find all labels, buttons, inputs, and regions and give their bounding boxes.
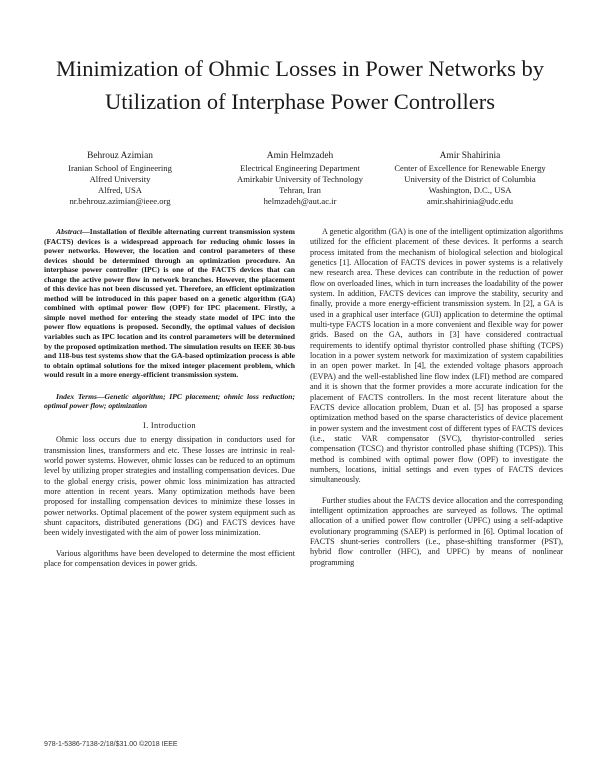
title-line-2: Utilization of Interphase Power Controllers bbox=[105, 89, 495, 114]
author-name: Amir Shahirinia bbox=[439, 151, 501, 161]
body-paragraph-2: Further studies about the FACTS device allocation and the corresponding intelligent optimization approaches are surveyed as follows. The optimal allocation of a unified power flow controller (UPFC) using a self-adaptive evolutionary programming (SAEP) is performed in [6]. Optimal location of FACTS shunt-series controllers (i.e., phase-shifting transformer (PST), hybrid flow controller (HFC), and UPFC) by means of nonlinear programming bbox=[310, 495, 563, 567]
author-affiliation: University of the District of Columbia bbox=[404, 173, 536, 184]
author-affiliation: Iranian School of Engineering bbox=[68, 162, 172, 173]
abstract-text: —Installation of flexible alternating current transmission system (FACTS) devices is a widespread approach for reducing ohmic losses in power networks. However, the location and control parameters of these devices should be determined through an optimization procedure. An interphase power controller (IPC) is one of the FACTS devices that can change the active power flow in network branches. However, the placement of this device has not been discussed yet. Therefore, an efficient optimization method will be introduced in this paper based on a genetic algorithm (GA) combined with optimal power flow (OPF) for IPC placement. Firstly, a simple novel method for entering the steady state model of IPC into the power flow equations is proposed. Secondly, the optimal values of decision variables such as IPC location and its control parameters will be determined by the proposed optimization method. The simulation results on IEEE 30-bus and 118-bus test systems show that the GA-based optimization process is able to obtain optimal solutions for the mixed integer placement problem, which would result in a more energy-efficient transmission system. bbox=[44, 227, 295, 380]
author-1 bbox=[25, 150, 215, 208]
author-name: Behrouz Azimian bbox=[87, 151, 153, 161]
author-affiliation: Electrical Engineering Department bbox=[240, 162, 360, 173]
author-affiliation: Amirkabir University of Technology bbox=[237, 173, 363, 184]
section-heading: I. Introduction bbox=[143, 420, 196, 430]
intro-paragraph-2: Various algorithms have been developed to determine the most efficient place for compensation devices in power grids. bbox=[44, 548, 295, 568]
author-name: Amin Helmzadeh bbox=[266, 151, 334, 161]
author-location: Tehran, Iran bbox=[279, 185, 321, 196]
left-column bbox=[44, 227, 295, 569]
abstract bbox=[44, 227, 295, 380]
author-location: Washington, D.C., USA bbox=[428, 185, 512, 196]
right-column bbox=[310, 227, 563, 568]
title-line-1: Minimization of Ohmic Losses in Power Networks by bbox=[55, 56, 545, 81]
author-email: nr.behrouz.azimian@ieee.org bbox=[69, 196, 171, 207]
body-paragraph-1: A genetic algorithm (GA) is one of the intelligent optimization algorithms utilized for the efficient placement of these devices. It performs a search process imitated from the mechanism of biological selection and biological genetics [1]. Allocation of FACTS devices in power systems is a relatively new research area. These devices can contribute in the reduction of power flow on overloaded lines, which in turn increases the loadability of the power system. In addition, FACTS devices can improve the stability, security and finally, provide a more energy-efficient transmission system. In [2], a GA is used in a graphical user interface (GUI) application to determine the optimal multi-type FACTS location in a more convenient and flexible way for power grids. Based on the GA, authors in [3] have considered contractual requirements to identify optimal thyristor controlled phase shifting (TCPS) location in a power system network for maximization of system capabilities in an open power market. In [4], the extended voltage phasors approach (EVPA) and the well-established line flow index (LFI) method are compared and it is shown that the former provides a more accurate indication for the placement of FACTS controllers. In the most recent literature about the FACTS device allocation problem, Duan et al. [5] has proposed a sparse optimization method based on the sparse characteristics of device placement in power system and the investment cost of different types of FACTS devices (i.e., static VAR compensator (SVC), thyristor-controlled series compensation (TCSC) and thyristor controlled phase shifting (TCPS)). This method is combined with optimal power flow (OPF) to investigate the numbers, locations, initial settings and even types of FACTS devices simultaneously. bbox=[310, 227, 563, 485]
abstract-label: Abstract bbox=[56, 227, 83, 236]
author-2 bbox=[205, 150, 395, 208]
author-email: amir.shahirinia@udc.edu bbox=[426, 196, 514, 207]
copyright-footer: 978-1-5386-7138-2/18/$31.00 ©2018 IEEE bbox=[44, 741, 178, 748]
index-terms: Index Terms—Genetic algorithm; IPC placement; ohmic loss reduction; optimal power flow; optimization bbox=[44, 391, 295, 411]
author-3 bbox=[370, 150, 570, 208]
author-email: helmzadeh@aut.ac.ir bbox=[263, 196, 337, 207]
paper-title bbox=[30, 52, 570, 118]
intro-paragraph-1: Ohmic loss occurs due to energy dissipation in conductors used for transmission lines, transformers and etc. These losses are intrinsic in real-world power systems. However, ohmic losses can be reduced to an optimum level by utilizing proper strategies and installing compensation devices. Due to the global energy crisis, power ohmic loss minimization has attracted more attention in recent years. Many optimization methods have been proposed for installing compensation devices to minimize these losses in power networks. Optimal placement of the power system equipment such as shunt capacitors, distributed generations (DG) and FACTS devices have been widely investigated with the aim of power loss minimization. bbox=[44, 435, 295, 538]
author-location: Alfred, USA bbox=[98, 185, 142, 196]
author-affiliation: Alfred University bbox=[89, 173, 151, 184]
author-affiliation: Center of Excellence for Renewable Energy bbox=[394, 162, 546, 173]
